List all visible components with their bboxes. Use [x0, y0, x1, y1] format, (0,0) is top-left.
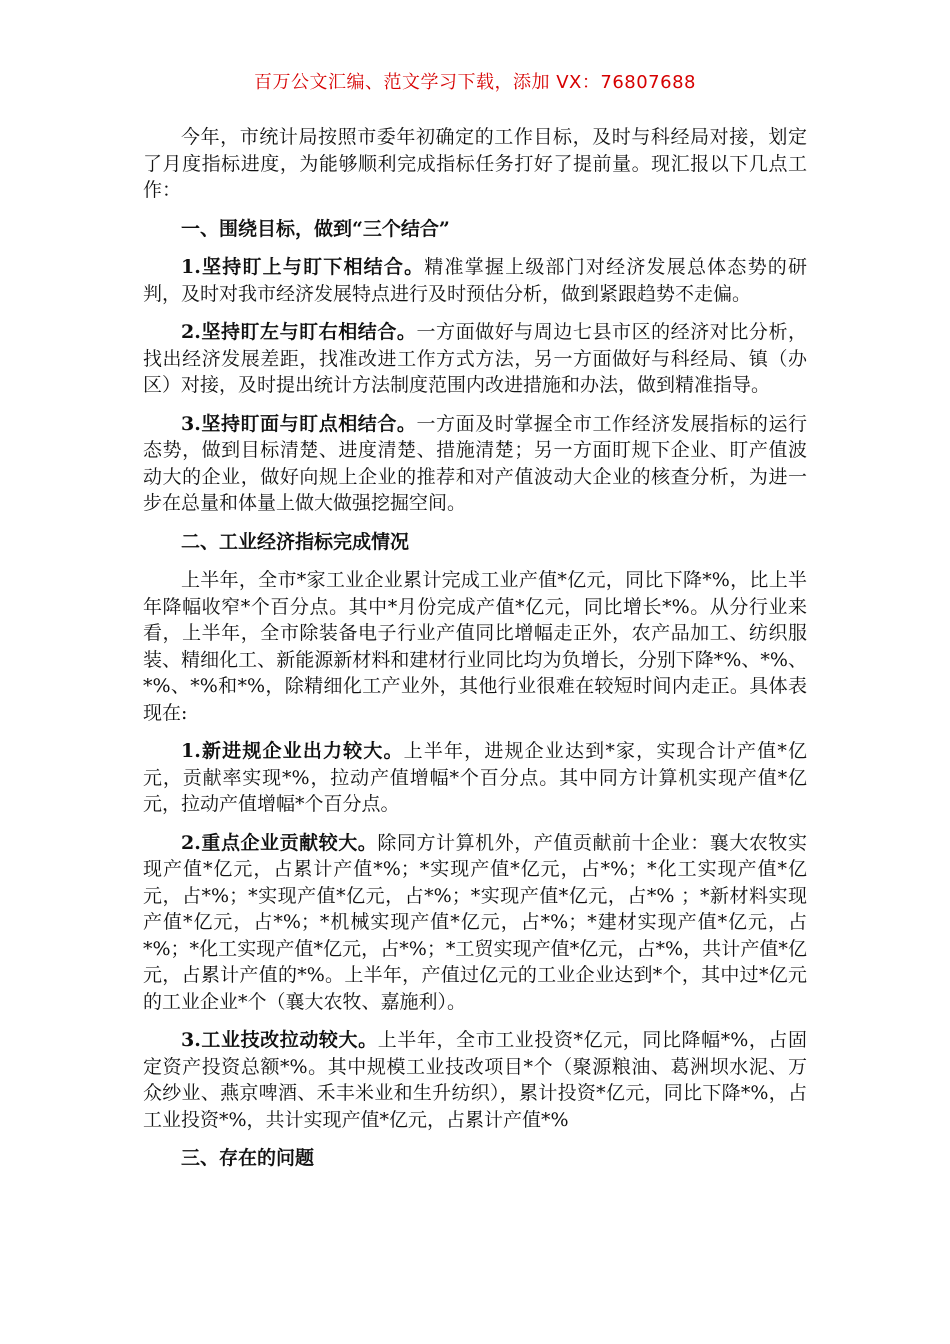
item-body: 精准掌握上级部门对经济发展总体态势的研判，及时对我市经济发展特点进行及时预估分析，做到紧跟趋势不走偏。: [143, 256, 807, 305]
intro-paragraph: 今年，市统计局按照市委年初确定的工作目标，及时与科经局对接，划定了月度指标进度，为能够顺利完成指标任务打好了提前量。现汇报以下几点工作：: [143, 126, 807, 201]
item-lead: 2.重点企业贡献较大。: [181, 831, 378, 854]
section-1-item-1: [143, 254, 807, 307]
item-lead: 3.工业技改拉动较大。: [181, 1029, 378, 1051]
item-body: 一方面做好与周边七县市区的经济对比分析，找出经济发展差距，找准改进工作方式方法，另一方面做好与科经局、镇（办区）对接，及时提出统计方法制度范围内改进措施和办法，做到精准指导。: [143, 321, 807, 396]
section-1-item-3: [143, 411, 807, 517]
item-body: 上半年，进规企业达到*家，实现合计产值*亿元，贡献率实现*%，拉动产值增幅*个百分点。其中同方计算机实现产值*亿元，拉动产值增幅*个百分点。: [143, 740, 807, 815]
section-3-heading: 三、存在的问题: [181, 1147, 315, 1169]
item-body: 上半年，全市工业投资*亿元，同比降幅*%，占固定资产投资总额*%。其中规模工业技改项目*个（聚源粮油、葛洲坝水泥、万众纱业、燕京啤酒、禾丰米业和生升纺织），累计投资*亿元，同比下降*%，占工业投资*%，共计实现产值*亿元，占累计产值*%: [143, 1029, 807, 1131]
item-body: 一方面及时掌握全市工作经济发展指标的运行态势，做到目标清楚、进度清楚、措施清楚；另一方面盯规下企业、盯产值波动大的企业，做好向规上企业的推荐和对产值波动大企业的核查分析，为进一步在总量和体量上做大做强挖掘空间。: [143, 412, 807, 514]
section-1-item-2: [143, 319, 807, 399]
item-lead: 1.坚持盯上与盯下相结合。: [181, 256, 425, 278]
section-2-heading: 二、工业经济指标完成情况: [181, 530, 410, 553]
section-2-item-3: [143, 1027, 807, 1133]
document-body: [143, 124, 807, 1184]
item-body: 除同方计算机外，产值贡献前十企业：襄大农牧实现产值*亿元，占累计产值*%；*实现产值*亿元，占*%；*化工实现产值*亿元，占*%；*实现产值*亿元，占*%；*实现产值*亿元，占*% ；*新材料实现产值*亿元，占*%；*机械实现产值*亿元，占*%；*建材实现产值*亿元，占*%；*化工实现产值*亿元，占*%；*工贸实现产值*亿元，占*%，共计产值*亿元，占累计产值的*%。上半年，产值过亿元的工业企业达到*个，其中过*亿元的工业企业*个（襄大农牧、嘉施利）。: [143, 831, 807, 1013]
item-lead: 2.坚持盯左与盯右相结合。: [181, 321, 417, 343]
item-lead: 1.新进规企业出力较大。: [181, 740, 404, 762]
item-lead: 3.坚持盯面与盯点相结合。: [181, 412, 417, 435]
section-2-item-2: [143, 830, 807, 1016]
watermark-banner: 百万公文汇编、范文学习下载，添加 VX：76807688: [254, 72, 696, 93]
section-2-item-1: [143, 738, 807, 818]
section-2-paragraph: 上半年，全市*家工业企业累计完成工业产值*亿元，同比下降*%，比上半年降幅收窄*个百分点。其中*月份完成产值*亿元，同比增长*%。从分行业来看，上半年，全市除装备电子行业产值同比增幅走正外，农产品加工、纺织服装、精细化工、新能源新材料和建材行业同比均为负增长，分别下降*%、*%、*%、*%和*%，除精细化工产业外，其他行业很难在较短时间内走正。具体表现在:: [143, 569, 807, 724]
section-1-heading: 一、围绕目标，做到“三个结合”: [181, 217, 450, 240]
